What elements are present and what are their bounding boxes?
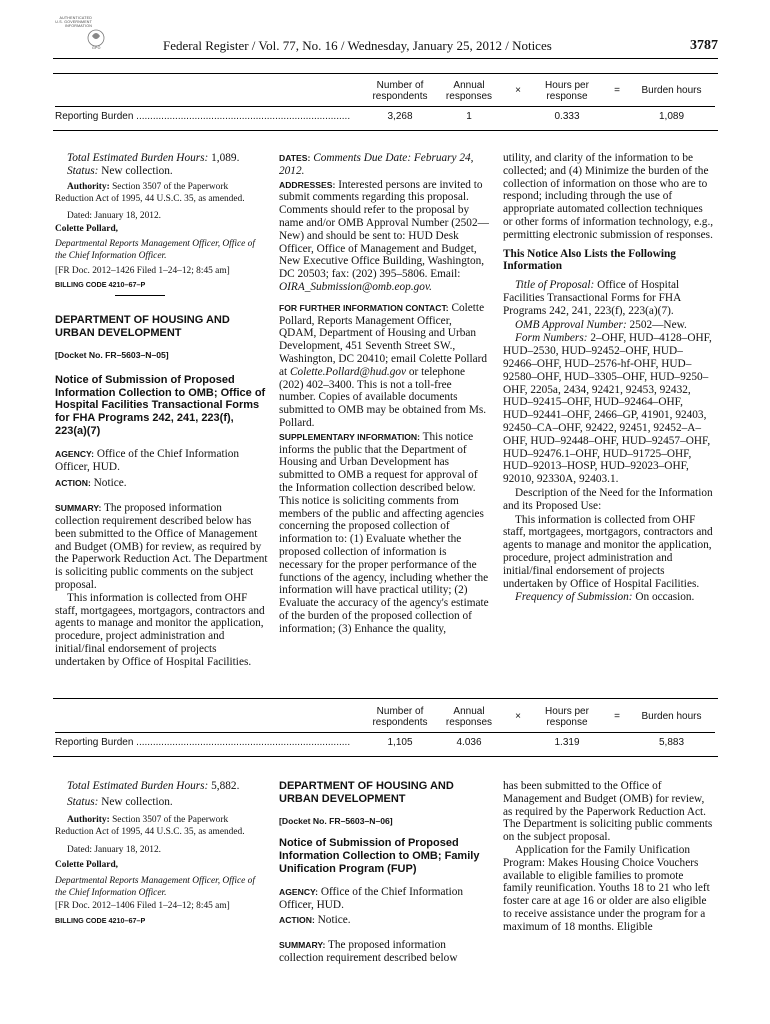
action-label: ACTION: [279, 915, 315, 926]
header-equals: = [614, 711, 620, 723]
agency-heading: DEPARTMENT OF HOUSING AND URBAN DEVELOPMENT [279, 780, 454, 805]
paragraph: has been submitted to the Office of Management and Budget (OMB) for review, as required by the Paperwork Reduction Act. The Department is soliciting public comments on the subject proposal. [503, 780, 713, 844]
agency-label: AGENCY: [279, 886, 318, 897]
separator-rule [115, 295, 165, 296]
title-text: Office of Hospital Facilities Transactional Forms for FHA Programs 242, 241, 223(f), 223(a)(7). [503, 279, 681, 317]
omb-text: 2502—New. [629, 318, 687, 331]
forms-text: 2–OHF, HUD–4128–OHF, HUD–2530, HUD–92452–OHF, HUD–92466–OHF, HUD–2576-hf-OHF, HUD–92580–OHF, HUD–3305–OHF, HUD–9250–OHF, 2205a, 2434, 92421, 92453, 92432, HUD–92415–OHF, HUD–92464–OHF, HUD–92441–OHF, 2466–GP, 41901, 92403, 92450–CA–OHF, 92422, 92451, 92452–A–OHF, HUD–92448–OHF, HUD–92457–OHF, HUD–92476.1–OHF, HUD–91725–OHF, HUD–92013–HOSP, HUD–92023–OHF, 92010, 92330A, 92403.1. [503, 332, 712, 486]
header-respondents: Number of respondents [372, 79, 428, 102]
notice-title: Notice of Submission of Proposed Information Collection to OMB; Office of Hospital Facilities Transactional Forms for FHA Programs 242, 241, 223(f), 223(a)(7) [55, 373, 266, 437]
dated: Dated: January 18, 2012. [67, 844, 161, 855]
paragraph: utility, and clarity of the information to be collected; and (4) Minimize the burden of the collection of information on those who are to respond; including through the use of appropriate automated collection techniques or other forms of information technology, e.g., permitting electronic submission of responses. [503, 152, 714, 241]
burden-value: 1,089. [211, 152, 240, 164]
summary-label: SUMMARY: [279, 940, 326, 951]
burden-table-1 [55, 76, 715, 128]
title-label: Title of Proposal: [515, 279, 595, 292]
cell-respondents: 1,105 [387, 737, 413, 749]
cell-responses: 1 [466, 111, 472, 123]
burden-label: Total Estimated Burden Hours: [67, 152, 209, 164]
contact-email: Colette.Pollard@hud.gov [289, 365, 407, 378]
table-row [55, 732, 715, 754]
authority-text: Section 3507 of the Paperwork Reduction Act of 1995, 44 U.S.C. 35, as amended. [55, 814, 245, 837]
authority-label: Authority: [67, 181, 110, 192]
agency-label: AGENCY: [55, 448, 94, 459]
signer-name: Colette Pollard, [55, 859, 119, 870]
burden-label: Total Estimated Burden Hours: [67, 780, 209, 792]
section1-column3 [503, 152, 715, 604]
omb-label: OMB Approval Number: [515, 318, 627, 331]
header-burden-hours: Burden hours [641, 85, 702, 97]
fr-doc: [FR Doc. 2012–1426 Filed 1–24–12; 8:45 am] [55, 265, 230, 276]
frequency-label: Frequency of Submission: [515, 591, 633, 604]
section2-column1 [55, 780, 268, 927]
header-hours-per-response: Hours per response [545, 79, 589, 102]
cell-burden-hours: 1,089 [658, 111, 685, 123]
row-label: Reporting Burden ............................................................................. [55, 737, 351, 749]
header-rule [53, 58, 718, 59]
status-label: Status: [67, 795, 99, 808]
forms-label: Form Numbers: [515, 332, 588, 345]
header-responses: Annual responses [445, 79, 493, 102]
header-responses: Annual responses [445, 705, 493, 728]
contact-text: or telephone (202) 402–3400. This is not a toll-free number. Copies of available documents submitted to OMB may be obtained from Ms. Pollard. [279, 365, 487, 429]
agency-heading: DEPARTMENT OF HOUSING AND URBAN DEVELOPMENT [55, 314, 230, 340]
cell-responses: 4.036 [456, 737, 482, 749]
burden-table-2 [55, 702, 715, 754]
authority-label: Authority: [67, 814, 110, 825]
dated: Dated: January 18, 2012. [67, 210, 161, 221]
header-equals: = [614, 85, 620, 97]
notice-title: Notice of Submission of Proposed Information Collection to OMB; Family Unification Program (FUP) [279, 837, 480, 875]
action-text: Notice. [317, 914, 351, 927]
seal-line: GPO [92, 46, 101, 50]
action-label: ACTION: [55, 478, 91, 489]
burden-value: 5,882. [211, 780, 240, 792]
paragraph: Application for the Family Unification Program: Makes Housing Choice Vouchers available to eligible families to promote family reunification. Youths 18 to 21 who left foster care at age 16 or older are also eligible to receive assistance under the program for a maximum of 18 months. Eligible [503, 843, 710, 933]
status-label: Status: [67, 164, 99, 177]
signer-title: Departmental Reports Management Officer, Office of the Chief Information Officer. [55, 238, 255, 261]
seal-line: AUTHENTICATED [59, 16, 92, 20]
section2-column2 [279, 780, 491, 965]
section1-column1 [55, 152, 268, 669]
section1-column2 [279, 152, 491, 635]
signer-title: Departmental Reports Management Officer, Office of the Chief Information Officer. [55, 875, 255, 898]
frequency-text: On occasion. [635, 591, 695, 604]
header-times: × [515, 711, 521, 723]
addresses-text: Interested persons are invited to submit comments regarding this proposal. Comments should refer to the proposal by name and/or OMB Approval Number (2502—New) and should be sent to: HUD Desk Officer, Office of Management and Budget, New Executive Office Building, Washington, DC 20503; fax: (202) 395–5806. Email: [279, 178, 489, 281]
addresses-email: OIRA_Submission@omb.eop.gov. [279, 280, 432, 293]
seal-line: INFORMATION [64, 24, 92, 28]
running-title: Federal Register / Vol. 77, No. 16 / Wednesday, January 25, 2012 / Notices [163, 38, 552, 53]
billing-code: BILLING CODE 4210–67–P [55, 279, 146, 289]
cell-burden-hours: 5,883 [658, 737, 685, 749]
table-row [55, 106, 715, 128]
contact-label: FOR FURTHER INFORMATION CONTACT: [279, 302, 449, 313]
page-header [53, 38, 718, 58]
dates-label: DATES: [279, 153, 311, 163]
status-value: New collection. [101, 795, 173, 808]
list-heading: This Notice Also Lists the Following Information [503, 247, 676, 273]
summary-text: The proposed information collection requirement described below [279, 939, 458, 964]
dates-text: Comments Due Date: February 24, 2012. [279, 152, 474, 177]
summary-label: SUMMARY: [55, 503, 102, 514]
header-respondents: Number of respondents [372, 705, 428, 728]
fr-doc: [FR Doc. 2012–1406 Filed 1–24–12; 8:45 am] [55, 900, 230, 911]
summary-paragraph: This information is collected from OHF staff, mortgagees, mortgagors, contractors and agents to manage and monitor the application, procedure, project administration and initial/final endorsement of projects undertaken by Office of Hospital Facilities. [55, 591, 265, 668]
agency-text: Office of the Chief Information Officer, HUD. [279, 885, 464, 911]
description-text: This information is collected from OHF staff, mortgagees, mortgagors, contractors and agents to manage and monitor the application, procedure, project administration and initial/final endorsement of projects undertaken by Office of Hospital Facilities. [503, 513, 713, 590]
billing-code: BILLING CODE 4210–67–P [55, 915, 146, 925]
docket-number: [Docket No. FR–5603–N–05] [55, 349, 169, 360]
header-hours-per-response: Hours per response [545, 705, 589, 728]
table-rule [53, 756, 718, 757]
description-heading: Description of the Need for the Information and its Proposed Use: [503, 486, 713, 512]
table-rule [53, 698, 718, 699]
status-value: New collection. [101, 164, 173, 177]
header-burden-hours: Burden hours [641, 711, 702, 723]
addresses-label: ADDRESSES: [279, 179, 336, 190]
page-number: 3787 [690, 38, 718, 53]
table-rule [53, 73, 718, 74]
agency-text: Office of the Chief Information Officer, HUD. [55, 447, 240, 473]
cell-hours-per-response: 0.333 [554, 111, 580, 123]
seal-line: U.S. GOVERNMENT [55, 20, 92, 24]
signer-name: Colette Pollard, [55, 223, 119, 234]
section2-column3 [503, 780, 715, 934]
header-times: × [515, 85, 521, 97]
authority-text: Section 3507 of the Paperwork Reduction Act of 1995, 44 U.S.C. 35, as amended. [55, 181, 245, 204]
action-text: Notice. [93, 477, 127, 490]
supplementary-label: SUPPLEMENTARY INFORMATION: [279, 431, 420, 442]
supplementary-text: This notice informs the public that the Department of Housing and Urban Development has submitted to OMB a request for approval of the Information collection described below. This notice is soliciting comments from members of the public and affecting agencies concerning the proposed collection of information to: (1) Evaluate whether the proposed collection of information is necessary for the proper performance of the functions of the agency, including whether the information will have practical utility; (2) Evaluate the accuracy of the agency's estimate of the burden of the proposed collection of information; (3) Enhance the quality, [279, 430, 489, 635]
cell-respondents: 3,268 [387, 111, 413, 123]
cell-hours-per-response: 1.319 [554, 737, 580, 749]
row-label: Reporting Burden ............................................................................. [55, 111, 351, 123]
table-rule [53, 130, 718, 131]
summary-text: The proposed information collection requirement described below has been submitted to the Office of Management and Budget (OMB) for review, as required by the Paperwork Reduction Act. The Department is soliciting public comments on the subject proposal. [55, 502, 268, 591]
docket-number: [Docket No. FR–5603–N–06] [279, 815, 393, 826]
contact-text: Colette Pollard, Reports Management Officer, QDAM, Department of Housing and Urban Development, 451 Seventh Street SW., Washington, DC 20410; email Colette Pollard at [279, 301, 488, 378]
